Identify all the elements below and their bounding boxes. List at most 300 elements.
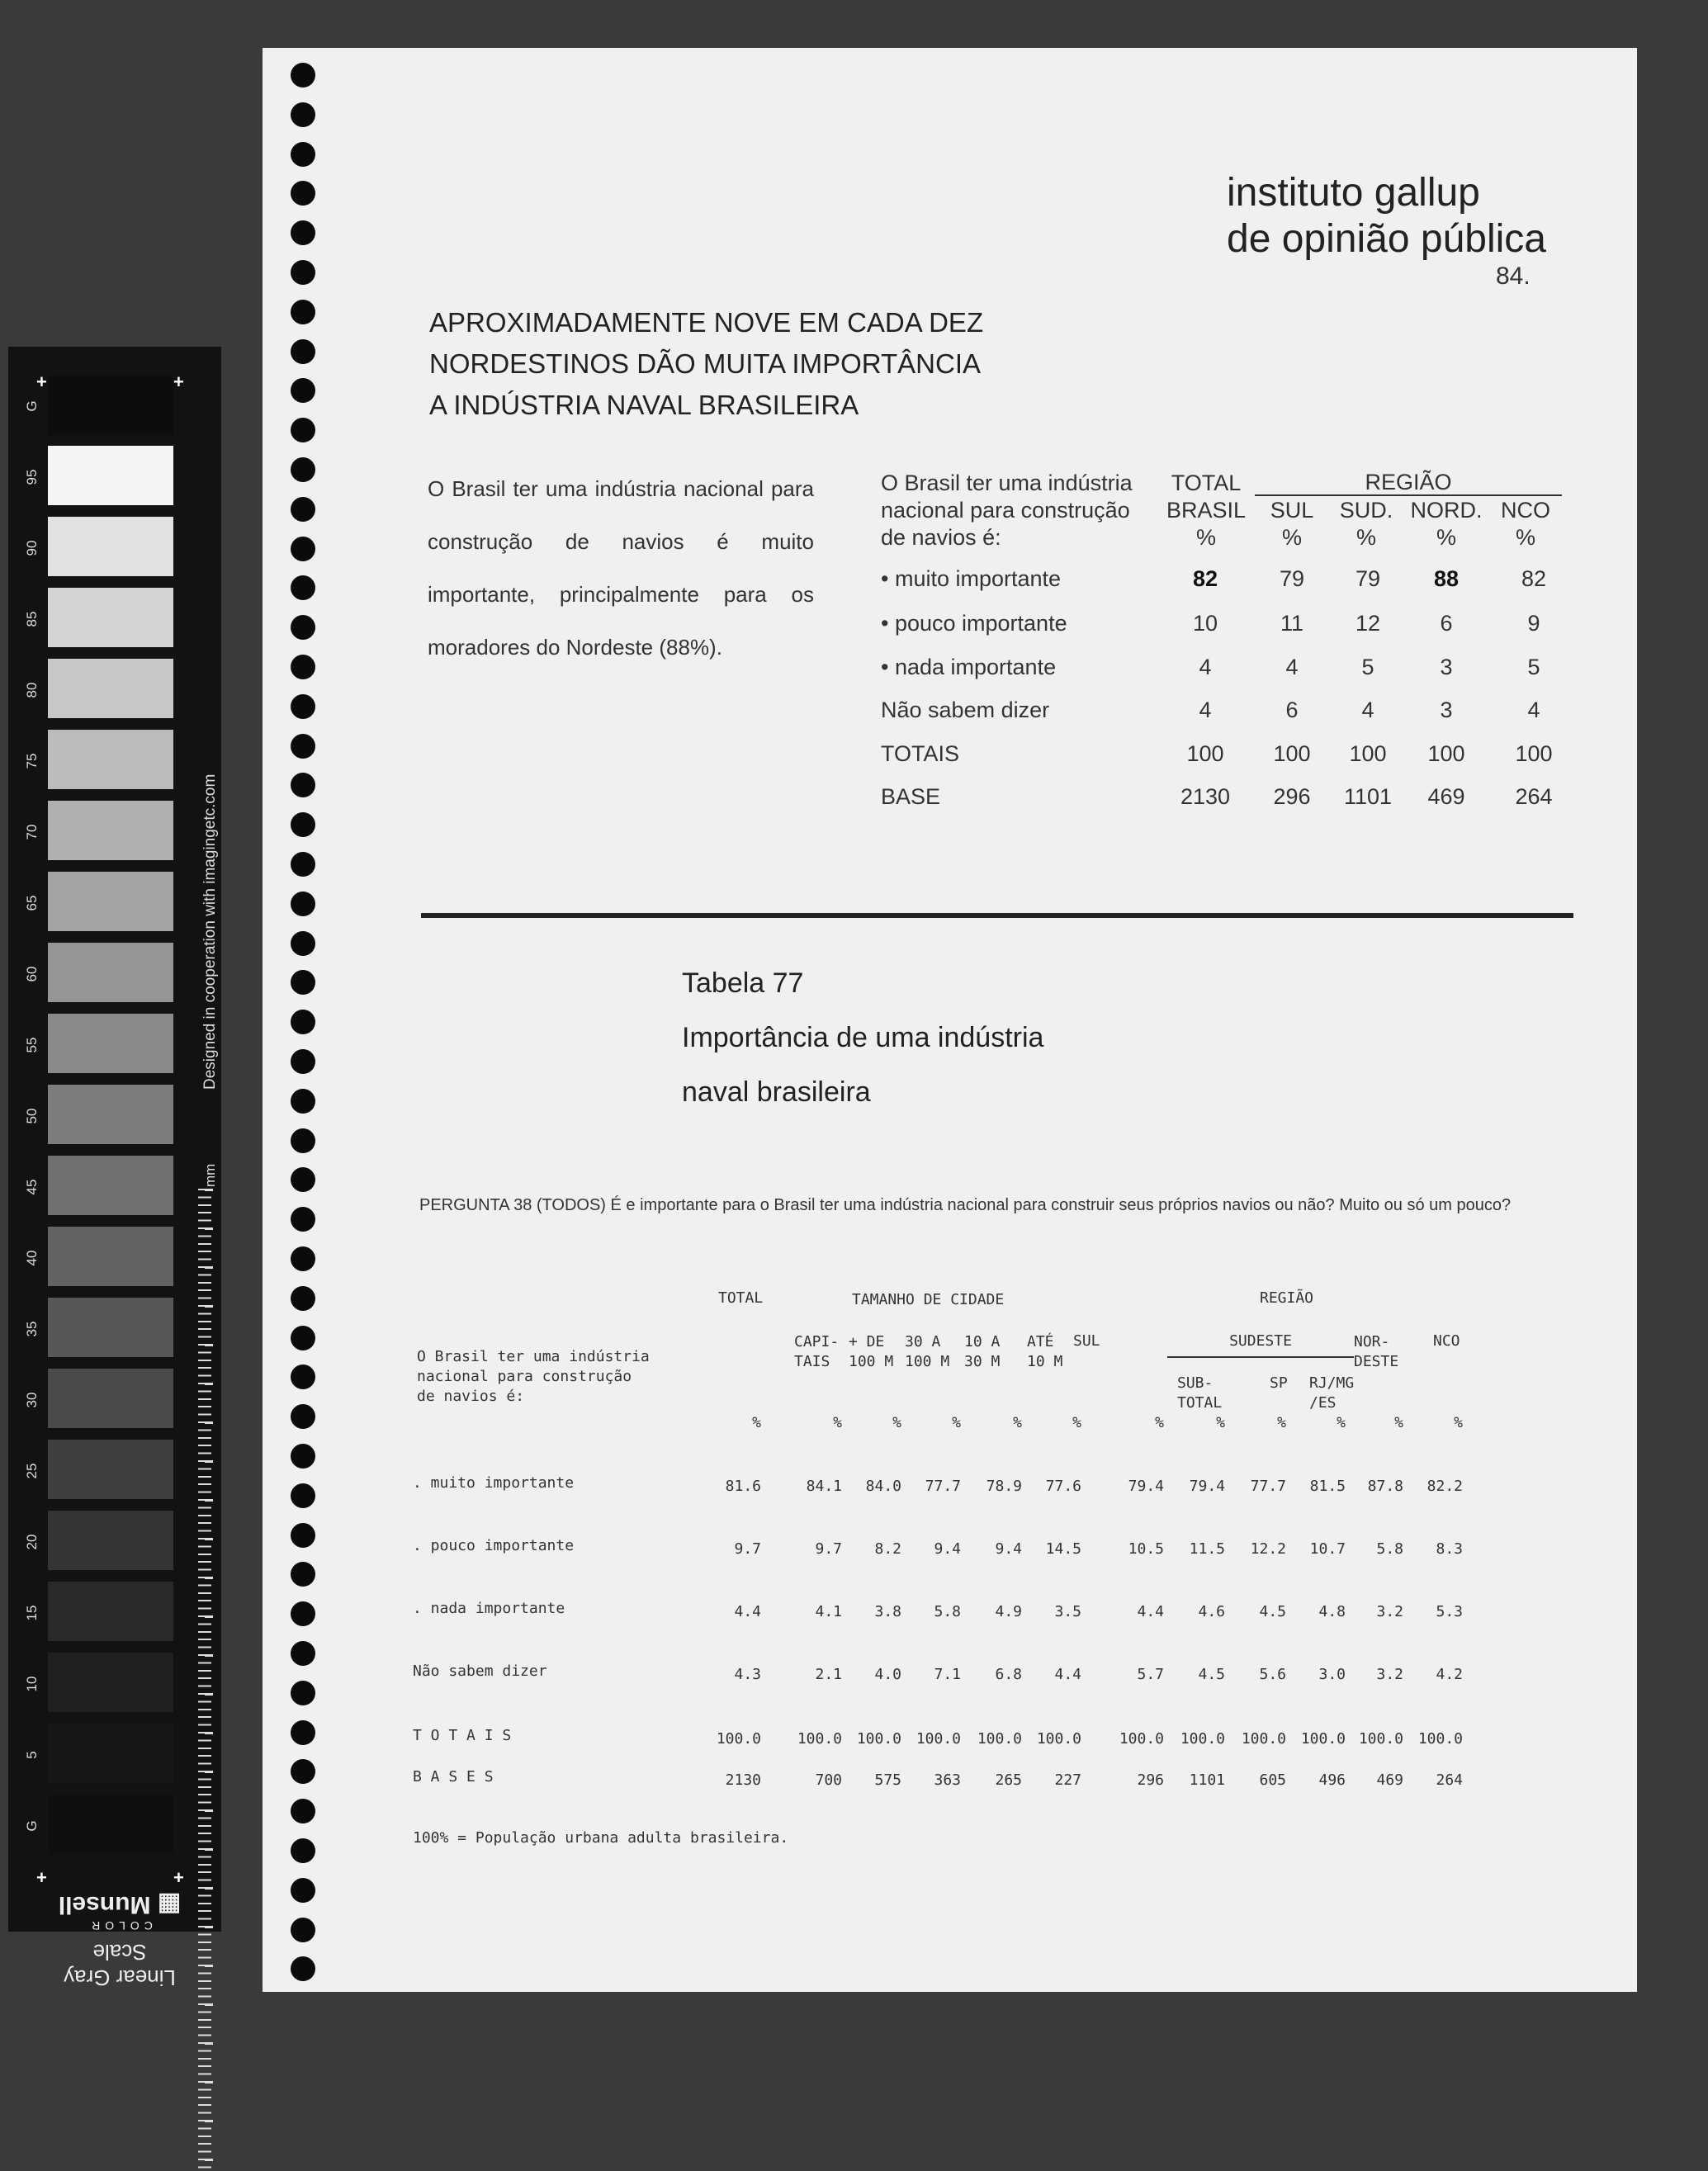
gray-swatch — [48, 1227, 173, 1286]
table1-row-label: Não sabem dizer — [881, 698, 1050, 722]
binder-hole — [291, 694, 315, 719]
table1-cell: 100 — [1186, 741, 1224, 766]
table2-row-header-line: nacional para construção — [417, 1368, 632, 1385]
table2-header-line: CAPI- — [794, 1333, 840, 1350]
binder-hole — [291, 970, 315, 995]
binder-hole — [291, 1720, 315, 1745]
headline — [429, 302, 1057, 426]
table2-cell: 9.4 — [995, 1540, 1022, 1558]
table1-question-line: nacional para construção — [881, 498, 1130, 523]
table2-cell: 496 — [1318, 1771, 1346, 1789]
table2-nco-header: NCO — [1433, 1332, 1460, 1350]
table2-total-header: TOTAL — [718, 1289, 764, 1307]
gray-swatch — [48, 943, 173, 1002]
binder-hole — [291, 1956, 315, 1981]
table2-cell: 700 — [815, 1771, 842, 1789]
gray-swatch — [48, 730, 173, 789]
table2-header-line: NOR- — [1354, 1333, 1390, 1350]
table2-cell: 264 — [1436, 1771, 1463, 1789]
table2-cell: 265 — [995, 1771, 1022, 1789]
munsell-logo-icon: ▦ — [150, 1891, 182, 1918]
table2-cell: 100.0 — [916, 1730, 961, 1748]
table2-cell: 84.0 — [865, 1478, 901, 1495]
binder-hole — [291, 1483, 315, 1508]
binder-hole — [291, 1444, 315, 1469]
ruler-unit: mm — [202, 1163, 218, 1187]
table2-cell: 9.7 — [734, 1540, 761, 1558]
gray-swatch — [48, 1511, 173, 1570]
table2-city-col-header — [964, 1332, 1000, 1372]
table1-cell: 9 — [1527, 611, 1540, 636]
table1-cell: 469 — [1427, 784, 1465, 809]
registration-mark: + — [173, 371, 184, 392]
table2-cell: 78.9 — [986, 1478, 1022, 1495]
table2-cell: 81.5 — [1309, 1478, 1346, 1495]
scale-number: 10 — [24, 1676, 40, 1692]
table2-header-line: 30 M — [964, 1353, 1001, 1370]
table1-col-pct: % — [1436, 525, 1456, 550]
binder-hole — [291, 220, 315, 245]
binder-hole — [291, 378, 315, 403]
binder-hole — [291, 1010, 315, 1034]
table2-cell: 77.7 — [925, 1478, 961, 1495]
summary-text: O Brasil ter uma indústria nacional para construção de navios é muito importante, principalmente para os moradores do Nordeste (88%). — [428, 476, 814, 660]
table2-row-header-line: O Brasil ter uma indústria — [417, 1348, 650, 1365]
institute-name — [1227, 170, 1546, 263]
table1-question-line: O Brasil ter uma indústria — [881, 471, 1133, 495]
table1-cell: 4 — [1285, 655, 1299, 679]
table2-cell: 9.7 — [815, 1540, 842, 1558]
table2-cell: 10.5 — [1128, 1540, 1164, 1558]
table2-row-header-line: de navios é: — [417, 1388, 525, 1405]
table1-col-pct: % — [1356, 525, 1376, 550]
table2-cell: 100.0 — [1300, 1730, 1346, 1748]
table1-cell: 296 — [1273, 784, 1311, 809]
binder-hole — [291, 1404, 315, 1429]
table1-cell: 6 — [1440, 611, 1453, 636]
table1-col-header — [1489, 497, 1562, 551]
table1-total-header — [1156, 470, 1256, 551]
gray-swatch — [48, 588, 173, 647]
table2-cell: 3.5 — [1054, 1603, 1081, 1620]
table2-header-line: SP — [1270, 1374, 1288, 1392]
table2-cell: 4.6 — [1198, 1603, 1225, 1620]
table2-cell: 100.0 — [1417, 1730, 1463, 1748]
table2-cell: 100.0 — [1358, 1730, 1403, 1748]
table2-percent-sign: % — [1454, 1414, 1463, 1431]
binder-hole — [291, 1799, 315, 1823]
table1-cell: 6 — [1285, 698, 1299, 722]
binder-hole — [291, 418, 315, 442]
table2-footnote: 100% = População urbana adulta brasileira. — [413, 1829, 789, 1847]
table1-cell: 88 — [1433, 566, 1460, 591]
table2-cell: 4.4 — [1137, 1603, 1164, 1620]
scale-number: 65 — [24, 895, 40, 911]
binder-hole — [291, 1207, 315, 1232]
table2-header-line: 10 M — [1027, 1353, 1063, 1370]
table1-row-label: • pouco importante — [881, 611, 1067, 636]
table2-cell: 100.0 — [977, 1730, 1022, 1748]
table2-cell: 100.0 — [1241, 1730, 1286, 1748]
table2-header-line: ATÉ — [1027, 1333, 1054, 1350]
binder-hole — [291, 181, 315, 206]
institute-name-line1: instituto gallup — [1227, 171, 1480, 215]
institute-name-line2: de opinião pública — [1227, 217, 1546, 261]
binder-hole — [291, 1523, 315, 1548]
table2-cell: 11.5 — [1189, 1540, 1225, 1558]
gray-swatch — [48, 1014, 173, 1073]
table2-cell: 8.3 — [1436, 1540, 1463, 1558]
table2-cell: 84.1 — [806, 1478, 842, 1495]
scale-number: G — [24, 1820, 40, 1832]
binder-hole — [291, 63, 315, 88]
table1-cell: 5 — [1361, 655, 1374, 679]
table2-row-label: . nada importante — [413, 1600, 565, 1617]
table2-cell: 5.7 — [1137, 1666, 1164, 1683]
binder-hole — [291, 1286, 315, 1311]
table2-header-line: SUB- — [1177, 1374, 1214, 1392]
table2-cell: 100.0 — [1180, 1730, 1225, 1748]
table2-city-col-header — [905, 1332, 949, 1372]
table2-percent-sign: % — [1337, 1414, 1346, 1431]
brand-subtitle: COLOR — [87, 1919, 153, 1932]
scale-number: 35 — [24, 1321, 40, 1337]
scale-number: 85 — [24, 611, 40, 627]
registration-mark: + — [36, 1867, 47, 1888]
binder-hole — [291, 1128, 315, 1153]
table1-cell: 82 — [1192, 566, 1218, 591]
table2-region-header: REGIÃO — [1260, 1289, 1314, 1307]
mm-ruler-major — [205, 1189, 213, 2171]
table1-cell: 4 — [1199, 655, 1212, 679]
table2-sudeste-header: SUDESTE — [1167, 1332, 1354, 1358]
table2-cell: 79.4 — [1128, 1478, 1164, 1495]
table1-cell: 10 — [1192, 611, 1218, 636]
scale-number: 15 — [24, 1605, 40, 1621]
table2-header-line: 30 A — [905, 1333, 941, 1350]
gray-swatch — [48, 1440, 173, 1499]
scale-number: 75 — [24, 753, 40, 769]
table2-sudeste-col-header — [1270, 1374, 1288, 1393]
binder-hole — [291, 260, 315, 285]
gray-swatch — [48, 1582, 173, 1641]
table2-cell: 82.2 — [1426, 1478, 1463, 1495]
table2-cell: 2.1 — [815, 1666, 842, 1683]
gray-swatch — [48, 801, 173, 860]
table1-col-name: NCO — [1501, 498, 1550, 523]
table2-header-line: RJ/MG — [1309, 1374, 1355, 1392]
scale-number: 5 — [24, 1751, 40, 1759]
table2-cell: 3.8 — [874, 1603, 901, 1620]
table1-cell: 12 — [1355, 611, 1381, 636]
table1-col-pct: % — [1515, 525, 1535, 550]
binder-hole — [291, 773, 315, 797]
table2-cell: 1101 — [1189, 1771, 1225, 1789]
scale-caption: Linear Gray Scale — [64, 1940, 176, 1990]
table1-cell: 1101 — [1343, 784, 1393, 809]
table2-cell: 79.4 — [1189, 1478, 1225, 1495]
table2-cell: 5.6 — [1259, 1666, 1286, 1683]
table2-cell: 5.3 — [1436, 1603, 1463, 1620]
table2-percent-sign: % — [752, 1414, 761, 1431]
table2-cell: 469 — [1376, 1771, 1403, 1789]
card-brand — [41, 1890, 198, 1990]
table2-header-line: TAIS — [794, 1353, 830, 1370]
table1-header-line: BRASIL — [1166, 498, 1247, 523]
table1-cell: 79 — [1355, 566, 1381, 591]
table1-col-name: SUD. — [1339, 498, 1393, 523]
binder-hole — [291, 931, 315, 956]
brand-name — [41, 1890, 198, 1919]
table1-cell: 4 — [1361, 698, 1374, 722]
page-number: 84. — [1496, 263, 1531, 290]
binder-hole — [291, 1562, 315, 1587]
table2-percent-sign: % — [1277, 1414, 1286, 1431]
table1-cell: 11 — [1280, 611, 1304, 636]
binder-hole — [291, 892, 315, 916]
binder-hole — [291, 300, 315, 324]
binder-hole — [291, 1878, 315, 1903]
binder-hole — [291, 575, 315, 600]
table2-cell: 77.6 — [1045, 1478, 1081, 1495]
table2-header-line: TOTAL — [1177, 1394, 1223, 1412]
gray-swatch — [48, 659, 173, 718]
table2-row-header — [417, 1347, 650, 1407]
table1-question — [881, 470, 1133, 551]
table2-row-label: . pouco importante — [413, 1537, 575, 1554]
table2-cell: 4.9 — [995, 1603, 1022, 1620]
table1-col-header — [1255, 497, 1329, 551]
headline-line: A INDÚSTRIA NAVAL BRASILEIRA — [429, 390, 859, 420]
binder-hole — [291, 102, 315, 127]
binder-hole — [291, 615, 315, 640]
table1-col-pct: % — [1281, 525, 1302, 550]
table2-cell: 77.7 — [1250, 1478, 1286, 1495]
gray-swatch — [48, 1156, 173, 1215]
binder-hole — [291, 339, 315, 364]
binder-hole — [291, 1049, 315, 1074]
table2-cell: 100.0 — [716, 1730, 761, 1748]
table2-city-col-header — [1027, 1332, 1062, 1372]
table2-cell: 3.0 — [1318, 1666, 1346, 1683]
scale-number: 40 — [24, 1250, 40, 1266]
table2-header-line: 100 M — [849, 1353, 894, 1370]
table2-cell: 7.1 — [934, 1666, 961, 1683]
table2-cell: 605 — [1259, 1771, 1286, 1789]
binder-hole — [291, 1759, 315, 1784]
binder-hole — [291, 1838, 315, 1863]
binder-hole — [291, 457, 315, 482]
binder-hole — [291, 1681, 315, 1705]
table2-nordeste-header — [1354, 1332, 1398, 1372]
table2-cell: 81.6 — [725, 1478, 761, 1495]
binder-hole — [291, 1641, 315, 1666]
table1-col-header — [1403, 497, 1489, 551]
scale-number: 95 — [24, 469, 40, 485]
brand-name-text: Munsell — [58, 1891, 151, 1918]
table2-cell: 87.8 — [1367, 1478, 1403, 1495]
binder-hole — [291, 852, 315, 877]
table2-row-label: T O T A I S — [413, 1727, 512, 1744]
section-divider — [421, 913, 1573, 918]
table2-city-col-header — [849, 1332, 893, 1372]
gray-swatch — [48, 872, 173, 931]
table1-cell: 3 — [1440, 655, 1453, 679]
gray-swatch — [48, 1724, 173, 1783]
table1-cell: 100 — [1427, 741, 1465, 766]
table2-cell: 4.0 — [874, 1666, 901, 1683]
scale-number: 50 — [24, 1108, 40, 1124]
binder-hole — [291, 537, 315, 561]
scale-number: 60 — [24, 966, 40, 982]
table1-cell: 2130 — [1180, 784, 1231, 809]
registration-mark: + — [173, 1867, 184, 1888]
table2-percent-sign: % — [1155, 1414, 1164, 1431]
table2-cell: 100.0 — [856, 1730, 901, 1748]
table2-cell: 4.3 — [734, 1666, 761, 1683]
table2-percent-sign: % — [1394, 1414, 1403, 1431]
table1-cell: 100 — [1349, 741, 1387, 766]
table-title-line: naval brasileira — [682, 1076, 871, 1108]
table2-cell: 5.8 — [934, 1603, 961, 1620]
gray-scale-card — [8, 347, 221, 1990]
table2-row-label: Não sabem dizer — [413, 1663, 547, 1680]
table1-cell: 100 — [1515, 741, 1553, 766]
binder-hole — [291, 1918, 315, 1942]
table1-col-name: SUL — [1270, 498, 1314, 523]
table-title — [682, 956, 1043, 1119]
table2-cell: 12.2 — [1250, 1540, 1286, 1558]
table2-row-label: . muito importante — [413, 1474, 575, 1492]
table2-cell: 227 — [1054, 1771, 1081, 1789]
scale-number: 80 — [24, 682, 40, 698]
table2-cell: 296 — [1137, 1771, 1164, 1789]
table-title-line: Importância de uma indústria — [682, 1022, 1044, 1053]
table2-cell: 4.5 — [1259, 1603, 1286, 1620]
card-credit-text: Designed in cooperation with imagingetc.com — [201, 773, 219, 1090]
scale-number: G — [24, 400, 40, 412]
table2-cell: 3.2 — [1376, 1666, 1403, 1683]
scale-number: 55 — [24, 1037, 40, 1053]
table2-city-size-header: TAMANHO DE CIDADE — [852, 1291, 1005, 1308]
table2-cell: 575 — [874, 1771, 901, 1789]
binder-hole — [291, 734, 315, 759]
table1-cell: 4 — [1527, 698, 1540, 722]
gray-swatch — [48, 1298, 173, 1357]
table1-cell: 5 — [1527, 655, 1540, 679]
table2-percent-sign: % — [952, 1414, 961, 1431]
gray-swatch — [48, 1795, 173, 1854]
table2-cell: 100.0 — [1119, 1730, 1164, 1748]
binder-hole — [291, 1089, 315, 1114]
table2-cell: 2130 — [725, 1771, 761, 1789]
table2-cell: 363 — [934, 1771, 961, 1789]
gray-swatch — [48, 1085, 173, 1144]
table2-header-line: 10 A — [964, 1333, 1001, 1350]
table2-header-line: + DE — [849, 1333, 885, 1350]
table2-cell: 8.2 — [874, 1540, 901, 1558]
table2-cell: 5.8 — [1376, 1540, 1403, 1558]
scale-number: 20 — [24, 1534, 40, 1550]
table2-cell: 100.0 — [1036, 1730, 1081, 1748]
table2-cell: 9.4 — [934, 1540, 961, 1558]
table2-header-line: DESTE — [1354, 1353, 1399, 1370]
binder-hole — [291, 142, 315, 167]
table2-cell: 4.5 — [1198, 1666, 1225, 1683]
table2-sul-header: SUL — [1073, 1332, 1100, 1350]
table2-cell: 4.1 — [815, 1603, 842, 1620]
table1-cell: 100 — [1273, 741, 1311, 766]
table2-cell: 3.2 — [1376, 1603, 1403, 1620]
table1-region-header: REGIÃO — [1255, 470, 1562, 496]
binder-hole — [291, 1326, 315, 1350]
table2-percent-sign: % — [1013, 1414, 1022, 1431]
table2-cell: 100.0 — [797, 1730, 842, 1748]
gray-swatch — [48, 446, 173, 505]
table1-cell: 3 — [1440, 698, 1453, 722]
table2-percent-sign: % — [833, 1414, 842, 1431]
scale-number: 70 — [24, 824, 40, 840]
table1-header-line: % — [1195, 525, 1216, 550]
table2-cell: 10.7 — [1309, 1540, 1346, 1558]
headline-line: APROXIMADAMENTE NOVE EM CADA DEZ — [429, 307, 984, 338]
table1-col-header — [1329, 497, 1403, 551]
scale-number: 90 — [24, 540, 40, 556]
table2-header-line: 100 M — [905, 1353, 950, 1370]
table2-cell: 6.8 — [995, 1666, 1022, 1683]
table2-cell: 14.5 — [1045, 1540, 1081, 1558]
table2-row-label: B A S E S — [413, 1768, 494, 1786]
scale-number: 25 — [24, 1463, 40, 1479]
table2-cell: 4.4 — [734, 1603, 761, 1620]
table2-cell: 4.8 — [1318, 1603, 1346, 1620]
binder-hole — [291, 1601, 315, 1626]
gray-swatch — [48, 376, 173, 435]
table1-row-label: • muito importante — [881, 566, 1062, 591]
table2-cell: 4.2 — [1436, 1666, 1463, 1683]
binder-hole — [291, 812, 315, 837]
survey-question: PERGUNTA 38 (TODOS) É e importante para o Brasil ter uma indústria nacional para construir seus próprios navios ou não? Muito ou só um pouco? — [419, 1196, 1512, 1214]
headline-line: NORDESTINOS DÃO MUITA IMPORTÂNCIA — [429, 348, 982, 379]
gray-swatch — [48, 1653, 173, 1712]
table1-row-label: TOTAIS — [881, 741, 960, 766]
table1-cell: 264 — [1515, 784, 1553, 809]
table2-sudeste-col-header — [1309, 1374, 1354, 1413]
registration-mark: + — [36, 371, 47, 392]
table2-percent-sign: % — [1072, 1414, 1081, 1431]
binder-hole — [291, 1167, 315, 1192]
table1-row-label: • nada importante — [881, 655, 1057, 679]
table1-cell: 79 — [1279, 566, 1305, 591]
scale-number: 30 — [24, 1392, 40, 1408]
table2-city-col-header — [794, 1332, 839, 1372]
table2-sudeste-col-header — [1177, 1374, 1222, 1413]
table1-header-line: TOTAL — [1171, 471, 1242, 495]
table1-cell: 82 — [1521, 566, 1547, 591]
gray-swatch — [48, 1369, 173, 1428]
table1-question-line: de navios é: — [881, 525, 1001, 550]
table1-row-label: BASE — [881, 784, 941, 809]
scale-number: 45 — [24, 1179, 40, 1195]
binder-hole — [291, 497, 315, 522]
table-number: Tabela 77 — [682, 967, 804, 999]
table2-percent-sign: % — [1216, 1414, 1225, 1431]
table1-cell: 4 — [1199, 698, 1212, 722]
table2-percent-sign: % — [892, 1414, 901, 1431]
table2-header-line: /ES — [1309, 1394, 1337, 1412]
binder-hole — [291, 1246, 315, 1271]
binder-hole — [291, 655, 315, 679]
